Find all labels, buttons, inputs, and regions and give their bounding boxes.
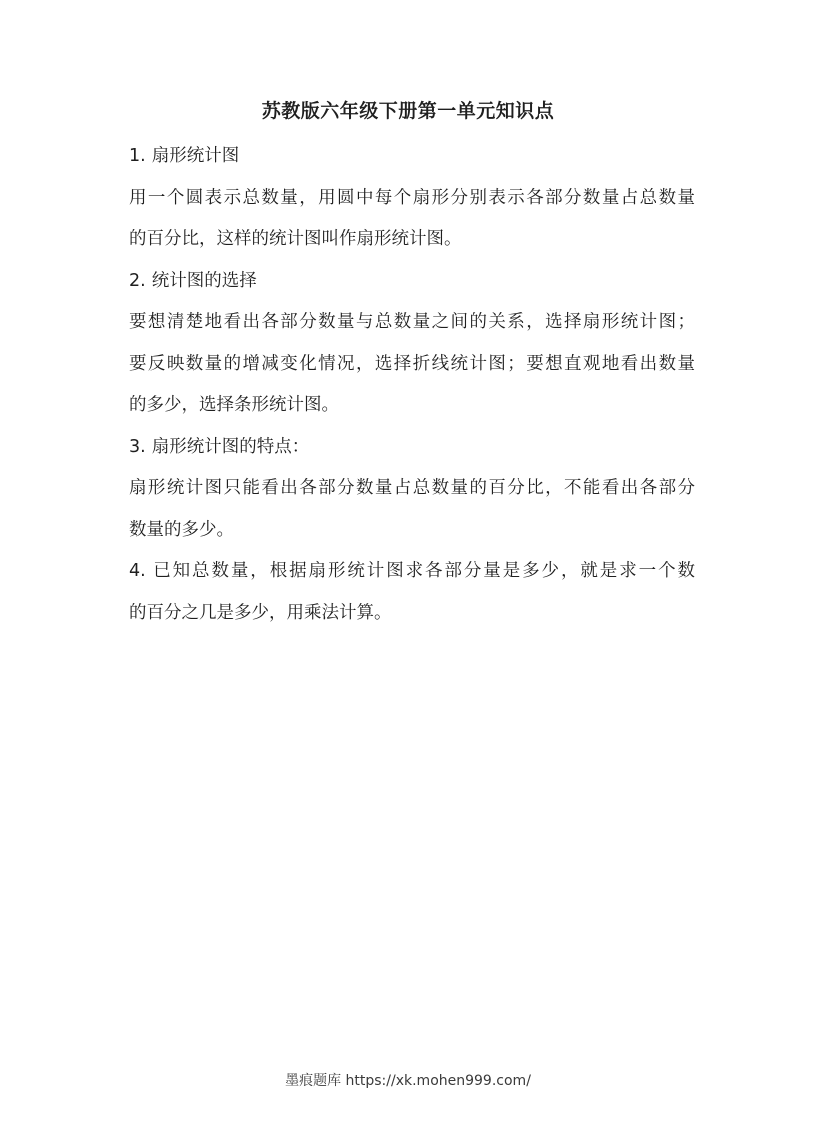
section-2-line-2: 要反映数量的增减变化情况，选择折线统计图；要想直观地看出数量 bbox=[129, 353, 695, 374]
section-3-number: 3. bbox=[129, 436, 146, 457]
document-title: 苏教版六年级下册第一单元知识点 bbox=[261, 100, 555, 122]
section-2-heading bbox=[129, 261, 695, 303]
section-4-line-1 bbox=[129, 551, 695, 593]
section-1-number: 1. bbox=[129, 146, 146, 166]
section-4-number: 4. bbox=[129, 561, 146, 581]
section-1-title: 扇形统计图 bbox=[151, 146, 240, 166]
section-2-line-3: 的多少，选择条形统计图。 bbox=[129, 395, 339, 415]
section-3-line-2: 数量的多少。 bbox=[129, 519, 234, 540]
section-3-heading bbox=[129, 427, 695, 469]
section-4-line-2: 的百分之几是多少，用乘法计算。 bbox=[129, 602, 392, 623]
section-2-line-1: 要想清楚地看出各部分数量与总数量之间的关系，选择扇形统计图； bbox=[129, 312, 695, 332]
section-1-line-2: 的百分比，这样的统计图叫作扇形统计图。 bbox=[129, 229, 462, 249]
section-3-line-1: 扇形统计图只能看出各部分数量占总数量的百分比，不能看出各部分 bbox=[129, 478, 695, 498]
section-2-number: 2. bbox=[129, 270, 146, 291]
section-1-heading bbox=[129, 136, 695, 178]
section-4-line-1-text: 已知总数量，根据扇形统计图求各部分量是多少，就是求一个数 bbox=[153, 561, 695, 581]
document-body bbox=[129, 136, 695, 634]
section-1-line-1: 用一个圆表示总数量，用圆中每个扇形分别表示各部分数量占总数量 bbox=[129, 187, 695, 208]
section-3-title: 扇形统计图的特点： bbox=[151, 436, 310, 457]
footer-watermark: 墨痕题库 https://xk.mohen999.com/ bbox=[285, 1073, 531, 1089]
section-2-title: 统计图的选择 bbox=[151, 270, 257, 291]
